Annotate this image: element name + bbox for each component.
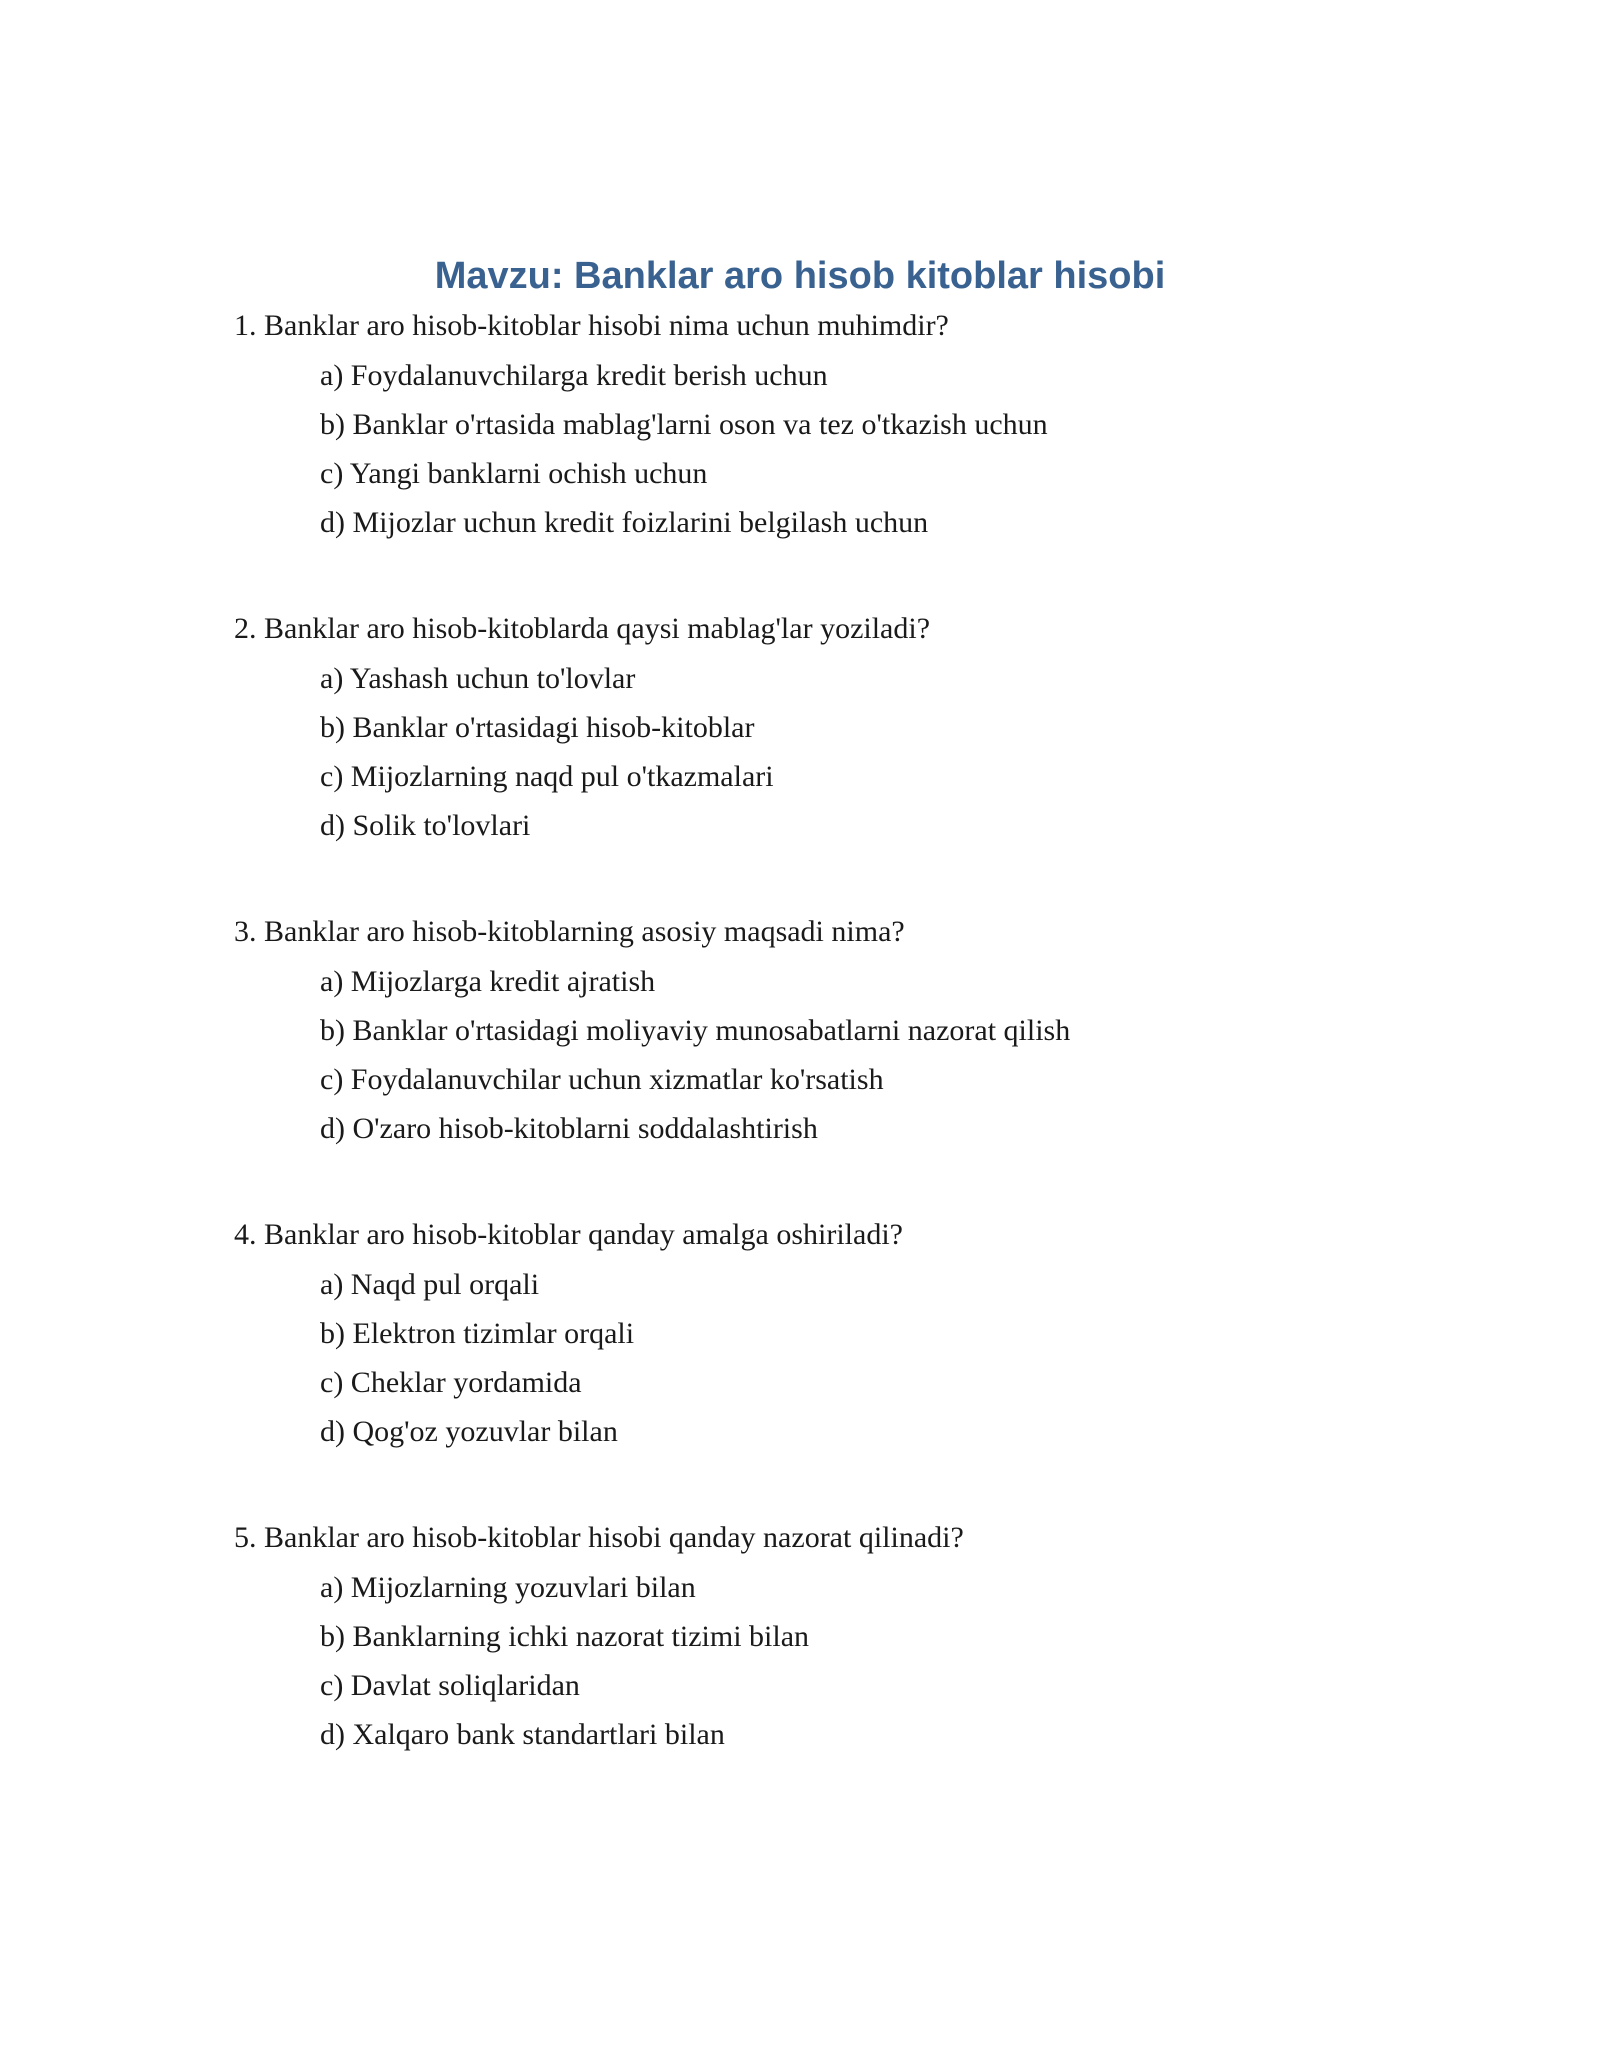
answer-option: d) O'zaro hisob-kitoblarni soddalashtirish (320, 1112, 818, 1145)
answer-option: b) Banklar o'rtasidagi hisob-kitoblar (320, 711, 755, 744)
question-list (234, 306, 1434, 1821)
answer-option: d) Solik to'lovlari (320, 809, 531, 842)
answer-options (234, 356, 1434, 543)
question-text: 5. Banklar aro hisob-kitoblar hisobi qanday nazorat qilinadi? (234, 1521, 964, 1554)
answer-option: c) Cheklar yordamida (320, 1366, 582, 1399)
answer-options (234, 962, 1434, 1149)
answer-option: a) Foydalanuvchilarga kredit berish uchun (320, 359, 828, 392)
question-item (234, 609, 1434, 846)
answer-option: c) Mijozlarning naqd pul o'tkazmalari (320, 760, 774, 793)
answer-option: b) Banklarning ichki nazorat tizimi bilan (320, 1620, 810, 1653)
question-text: 1. Banklar aro hisob-kitoblar hisobi nima uchun muhimdir? (234, 309, 949, 342)
question-item (234, 912, 1434, 1149)
answer-option: b) Banklar o'rtasida mablag'larni oson va tez o'tkazish uchun (320, 408, 1048, 441)
answer-option: d) Mijozlar uchun kredit foizlarini belgilash uchun (320, 506, 929, 539)
answer-option: d) Xalqaro bank standartlari bilan (320, 1718, 725, 1751)
answer-option: c) Foydalanuvchilar uchun xizmatlar ko'rsatish (320, 1063, 884, 1096)
document-title: Mavzu: Banklar aro hisob kitoblar hisobi (434, 255, 1166, 297)
answer-option: b) Elektron tizimlar orqali (320, 1317, 635, 1350)
answer-option: a) Mijozlarning yozuvlari bilan (320, 1571, 696, 1604)
answer-options (234, 659, 1434, 846)
question-item (234, 306, 1434, 543)
answer-option: d) Qog'oz yozuvlar bilan (320, 1415, 618, 1448)
answer-option: c) Yangi banklarni ochish uchun (320, 457, 708, 490)
answer-option: a) Yashash uchun to'lovlar (320, 662, 636, 695)
question-text: 2. Banklar aro hisob-kitoblarda qaysi mablag'lar yoziladi? (234, 612, 931, 645)
question-item (234, 1518, 1434, 1755)
answer-option: a) Mijozlarga kredit ajratish (320, 965, 656, 998)
answer-options (234, 1265, 1434, 1452)
answer-option: a) Naqd pul orqali (320, 1268, 540, 1301)
question-item (234, 1215, 1434, 1452)
answer-option: c) Davlat soliqlaridan (320, 1669, 580, 1702)
question-text: 4. Banklar aro hisob-kitoblar qanday amalga oshiriladi? (234, 1218, 903, 1251)
answer-option: b) Banklar o'rtasidagi moliyaviy munosabatlarni nazorat qilish (320, 1014, 1071, 1047)
question-text: 3. Banklar aro hisob-kitoblarning asosiy maqsadi nima? (234, 915, 905, 948)
answer-options (234, 1568, 1434, 1755)
